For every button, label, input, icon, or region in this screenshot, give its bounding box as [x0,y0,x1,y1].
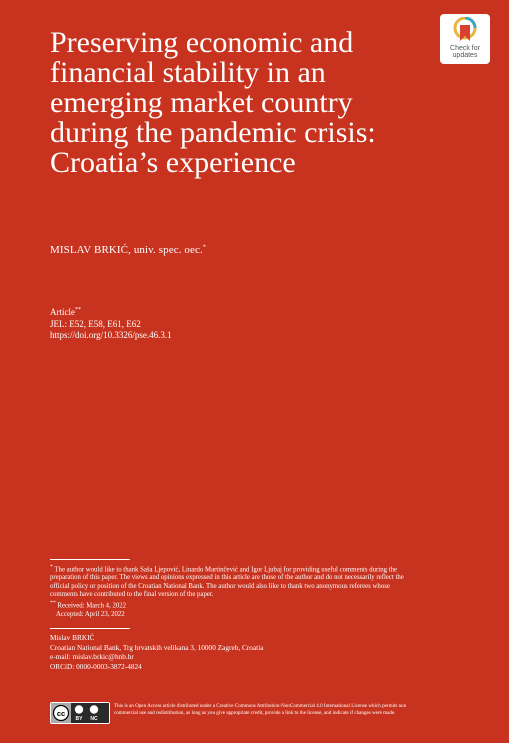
address-divider [50,628,130,629]
footnote-divider [50,559,130,560]
address-email[interactable]: e-mail: mislav.brkic@hnb.hr [50,652,134,662]
received-mark: ** [50,600,56,607]
author-footnote-mark: * [202,244,206,251]
license-block [50,702,420,726]
article-type: Article [50,307,75,317]
address-name: Mislav BRKIĆ [50,633,95,642]
cc-by-nc-license-icon[interactable] [50,702,110,724]
check-for-updates-badge[interactable] [440,14,490,64]
thanks-mark: * [50,564,53,570]
by-label: BY [75,716,83,722]
crossmark-icon [453,17,477,45]
author-line [50,244,206,256]
footnotes [50,563,415,619]
cc-label: cc [56,708,66,718]
acknowledgement-note: The author would like to thank Saša Ljepović, Linardo Martinčević and Igor Ljubaj for providing useful comments during the preparation of this paper. The views and opinions expressed in this article are those of the author and do not necessarily reflect the official policy or position of the Croatian National Bank. The author would also like to thank two anonymous referees whose comments have contributed to the final version of the paper. [50,566,404,598]
license-text: This is an Open Access article distributed under a Creative Commons Attribution-NonCommercial 4.0 International License which permits non commercial use and redistribution, as long as you give appropriate credit, provide a link to the license, and indicate if changes were made. [114,703,407,716]
article-meta [50,305,172,342]
author-name: MISLAV BRKIĆ, univ. spec. oec. [50,244,203,256]
jel-codes: JEL: E52, E58, E61, E62 [50,318,141,329]
article-title: Preserving economic and financial stability in an emerging market country during the pandemic crisis: Croatia’s experience [50,26,376,179]
doi-link[interactable]: https://doi.org/10.3326/pse.46.3.1 [50,330,172,340]
correspondence-address [50,633,263,671]
badge-line1: Check for [450,45,480,52]
received-date: Received: March 4, 2022 [57,602,127,610]
address-institution: Croatian National Bank, Trg hrvatskih velikana 3, 10000 Zagreb, Croatia [50,642,264,652]
article-footnote-mark: ** [75,307,81,313]
badge-line2: updates [452,52,478,59]
address-orcid[interactable]: ORCiD: 0000-0003-3872-4824 [50,661,142,671]
accepted-date: Accepted: April 23, 2022 [56,610,125,618]
nc-label: NC [90,716,98,722]
